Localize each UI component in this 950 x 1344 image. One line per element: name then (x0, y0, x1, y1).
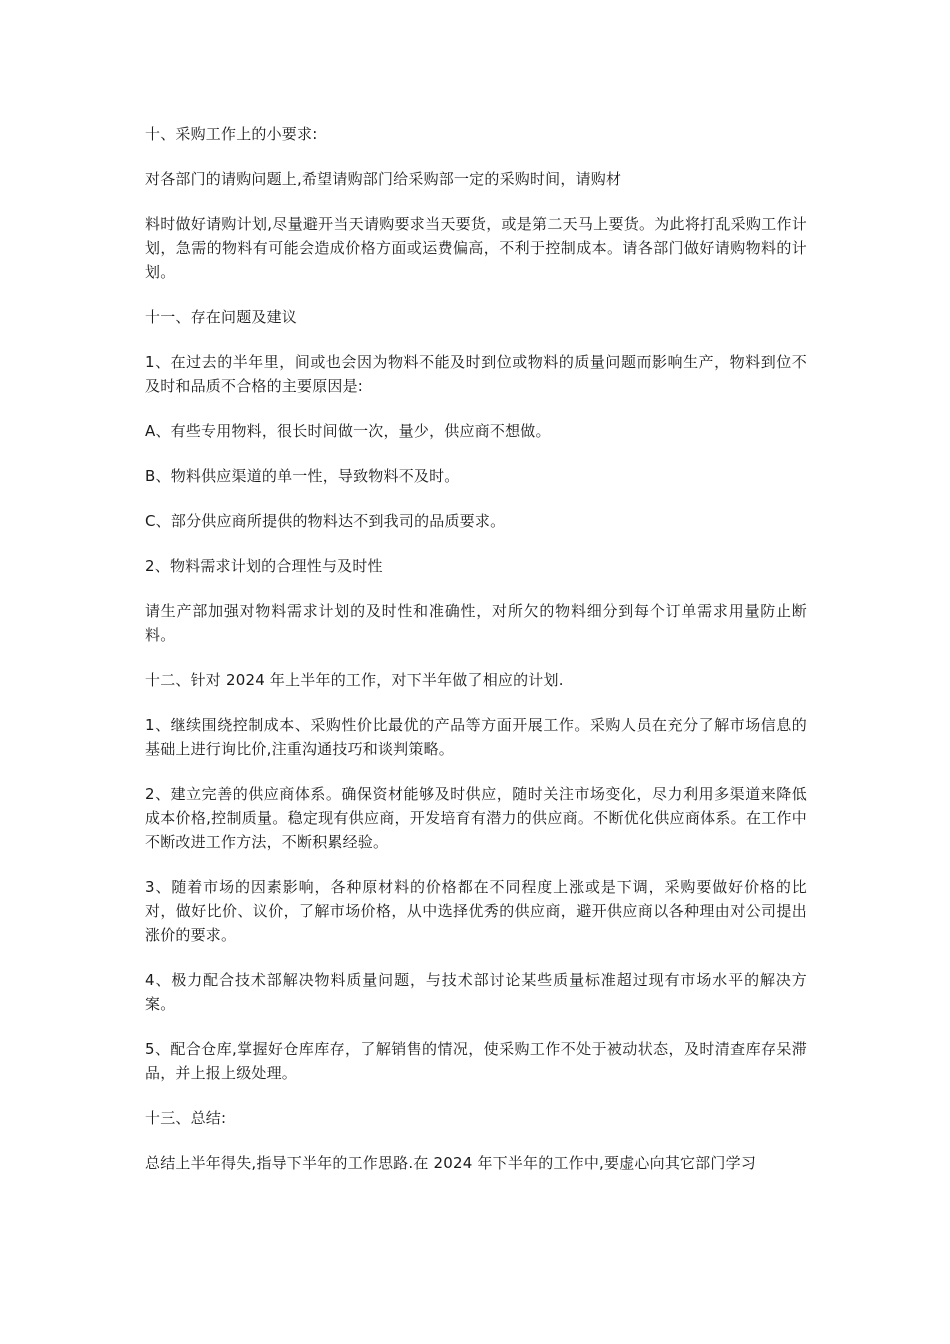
list-item: 1、在过去的半年里，间或也会因为物料不能及时到位或物料的质量问题而影响生产，物料到位不及时和品质不合格的主要原因是: (145, 353, 807, 395)
section-heading-10: 十、采购工作上的小要求: (145, 125, 318, 143)
list-item: 4、极力配合技术部解决物料质量问题，与技术部讨论某些质量标准超过现有市场水平的解决方案。 (145, 971, 807, 1013)
list-item: 5、配合仓库,掌握好仓库库存，了解销售的情况，使采购工作不处于被动状态，及时清查库存呆滞品，并上报上级处理。 (145, 1040, 807, 1082)
paragraph: 请生产部加强对物料需求计划的及时性和准确性，对所欠的物料细分到每个订单需求用量防止断料。 (145, 602, 807, 644)
section-heading-13: 十三、总结: (145, 1109, 227, 1127)
list-item: B、物料供应渠道的单一性，导致物料不及时。 (145, 467, 460, 485)
list-item: 2、建立完善的供应商体系。确保资材能够及时供应，随时关注市场变化，尽力利用多渠道来降低成本价格,控制质量。稳定现有供应商，开发培育有潜力的供应商。不断优化供应商体系。在工作中不断改进工作方法，不断积累经验。 (145, 785, 807, 851)
list-item: 3、随着市场的因素影响，各种原材料的价格都在不同程度上涨或是下调，采购要做好价格的比对，做好比价、议价，了解市场价格，从中选择优秀的供应商，避开供应商以各种理由对公司提出涨价的要求。 (145, 878, 807, 944)
paragraph: 料时做好请购计划,尽量避开当天请购要求当天要货，或是第二天马上要货。为此将打乱采购工作计划，急需的物料有可能会造成价格方面或运费偏高，不利于控制成本。请各部门做好请购物料的计划。 (145, 215, 807, 281)
list-item: 1、继续围绕控制成本、采购性价比最优的产品等方面开展工作。采购人员在充分了解市场信息的基础上进行询比价,注重沟通技巧和谈判策略。 (145, 716, 807, 758)
document-page (145, 122, 807, 1196)
section-heading-11: 十一、存在问题及建议 (145, 308, 298, 326)
paragraph: 总结上半年得失,指导下半年的工作思路.在 2024 年下半年的工作中,要虚心向其它部门学习 (145, 1154, 757, 1172)
paragraph: 对各部门的请购问题上,希望请购部门给采购部一定的采购时间，请购材 (145, 170, 622, 188)
list-item: 2、物料需求计划的合理性与及时性 (145, 557, 383, 575)
list-item: C、部分供应商所提供的物料达不到我司的品质要求。 (145, 512, 506, 530)
section-heading-12: 十二、针对 2024 年上半年的工作，对下半年做了相应的计划. (145, 671, 564, 689)
list-item: A、有些专用物料，很长时间做一次，量少，供应商不想做。 (145, 422, 551, 440)
